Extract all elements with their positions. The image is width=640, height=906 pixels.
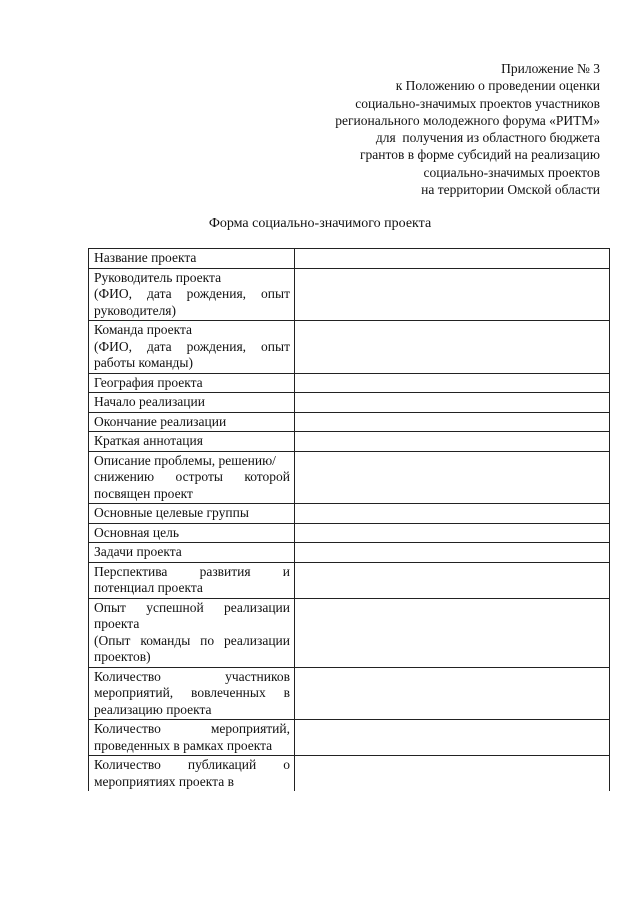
table-row [89,268,610,321]
header-line: для получения из областного бюджета [375,130,600,146]
table-row [89,720,610,756]
row-value-cell [295,667,610,720]
row-value-cell [295,373,610,393]
row-value-cell [295,393,610,413]
row-value-cell [295,562,610,598]
table-row [89,667,610,720]
row-label: Количество публикаций о мероприятиях проекта в [89,756,295,792]
table-row [89,562,610,598]
table-row [89,451,610,504]
row-value-cell [295,432,610,452]
row-label: Команда проекта (ФИО, дата рождения, опыт работы команды) [89,321,295,374]
table-row [89,598,610,667]
row-label: Количество участников мероприятий, вовлеченных в реализацию проекта [89,667,295,720]
row-value-cell [295,720,610,756]
row-label: Основные целевые группы [89,504,295,524]
row-label: Начало реализации [89,393,295,413]
row-label: Руководитель проекта (ФИО, дата рождения, опыт руководителя) [89,268,295,321]
table-row [89,756,610,792]
row-value-cell [295,543,610,563]
table-row [89,373,610,393]
table-row [89,543,610,563]
header-line: регионального молодежного форума «РИТМ» [335,112,600,128]
row-label: Название проекта [89,249,295,269]
header-line: грантов в форме субсидий на реализацию [359,147,600,163]
row-value-cell [295,451,610,504]
table-row [89,412,610,432]
header-line: к Положению о проведении оценки [395,78,600,94]
row-value-cell [295,249,610,269]
header-line: Приложение № 3 [501,61,600,76]
row-label: Количество мероприятий, проведенных в рамках проекта [89,720,295,756]
project-form-table [88,248,610,791]
table-row [89,321,610,374]
header-line: социально-значимых проектов [423,164,600,180]
row-label: Описание проблемы, решению/ снижению остроты которой посвящен проект [89,451,295,504]
row-value-cell [295,523,610,543]
row-value-cell [295,756,610,792]
row-value-cell [295,321,610,374]
row-label: Основная цель [89,523,295,543]
header-line: на территории Омской области [421,182,600,198]
row-label: Перспектива развития и потенциал проекта [89,562,295,598]
row-value-cell [295,598,610,667]
row-label: Опыт успешной реализации проекта (Опыт команды по реализации проектов) [89,598,295,667]
table-row [89,249,610,269]
row-label: Краткая аннотация [89,432,295,452]
row-label: Окончание реализации [89,412,295,432]
row-value-cell [295,268,610,321]
row-label: Задачи проекта [89,543,295,563]
form-title: Форма социально-значимого проекта [208,216,432,231]
row-value-cell [295,412,610,432]
table-row [89,523,610,543]
row-label: География проекта [89,373,295,393]
appendix-header [270,60,600,198]
header-line: социально-значимых проектов участников [355,95,600,111]
table-row [89,432,610,452]
table-row [89,393,610,413]
table-row [89,504,610,524]
row-value-cell [295,504,610,524]
